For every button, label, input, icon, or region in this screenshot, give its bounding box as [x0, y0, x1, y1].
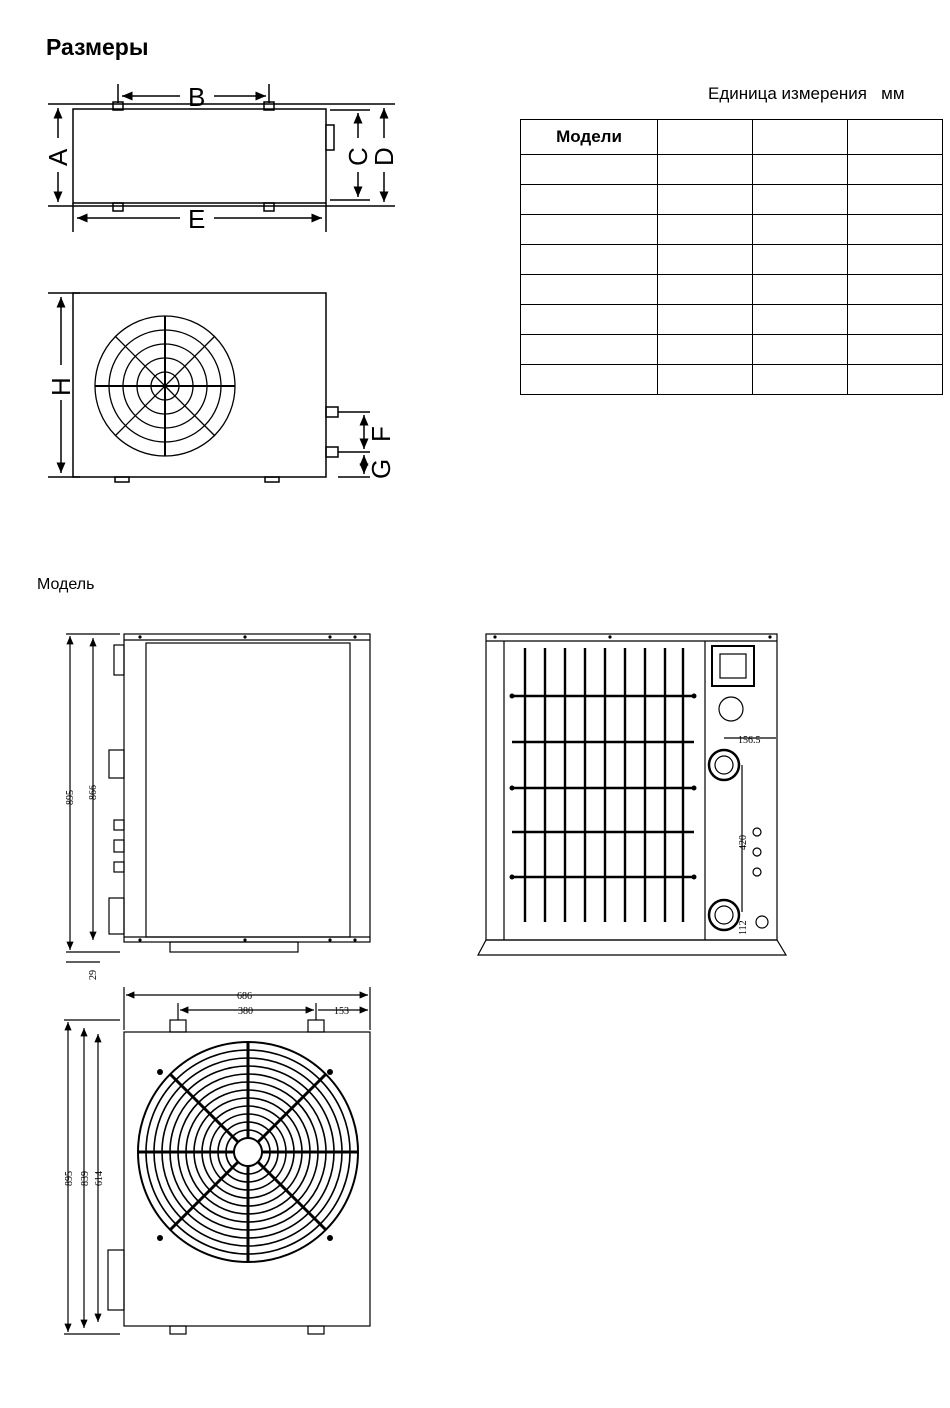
dim-front-width-total: 686	[237, 991, 252, 1002]
unit-label: Единица измерения	[708, 84, 867, 103]
label-d: D	[369, 147, 399, 166]
front-view-schematic	[48, 293, 370, 482]
dim-side-foot: 29	[88, 970, 99, 980]
label-f: F	[366, 426, 396, 442]
large-fan-icon	[138, 1042, 358, 1262]
label-g: G	[366, 458, 396, 479]
page-title: Размеры	[46, 34, 149, 60]
unit-value: мм	[881, 84, 905, 103]
models-header: Модели	[521, 120, 658, 155]
dim-side-height-total: 895	[65, 790, 76, 805]
fan-icon	[95, 316, 235, 456]
dim-front-height-panel: 614	[94, 1171, 105, 1186]
label-h: H	[46, 377, 76, 396]
side-view-drawing	[66, 634, 370, 962]
dim-back-port-bottom: 112	[738, 920, 749, 935]
label-a: A	[43, 148, 73, 166]
label-c: C	[343, 147, 373, 166]
front-view-drawing	[64, 987, 370, 1334]
dim-front-height-inner: 839	[80, 1171, 91, 1186]
dim-side-height-body: 866	[88, 785, 99, 800]
dim-front-height-total: 895	[64, 1171, 75, 1186]
dim-back-offset: 156.5	[738, 735, 761, 746]
dim-front-mount-offset: 153	[334, 1006, 349, 1017]
dim-back-port-spacing: 420	[738, 835, 749, 850]
dim-front-mount-spacing: 380	[238, 1006, 253, 1017]
model-label: Модель	[37, 576, 95, 593]
side-view-rivets	[138, 635, 356, 941]
label-e: E	[188, 204, 206, 234]
back-grille	[512, 648, 694, 922]
label-b: B	[188, 82, 206, 112]
